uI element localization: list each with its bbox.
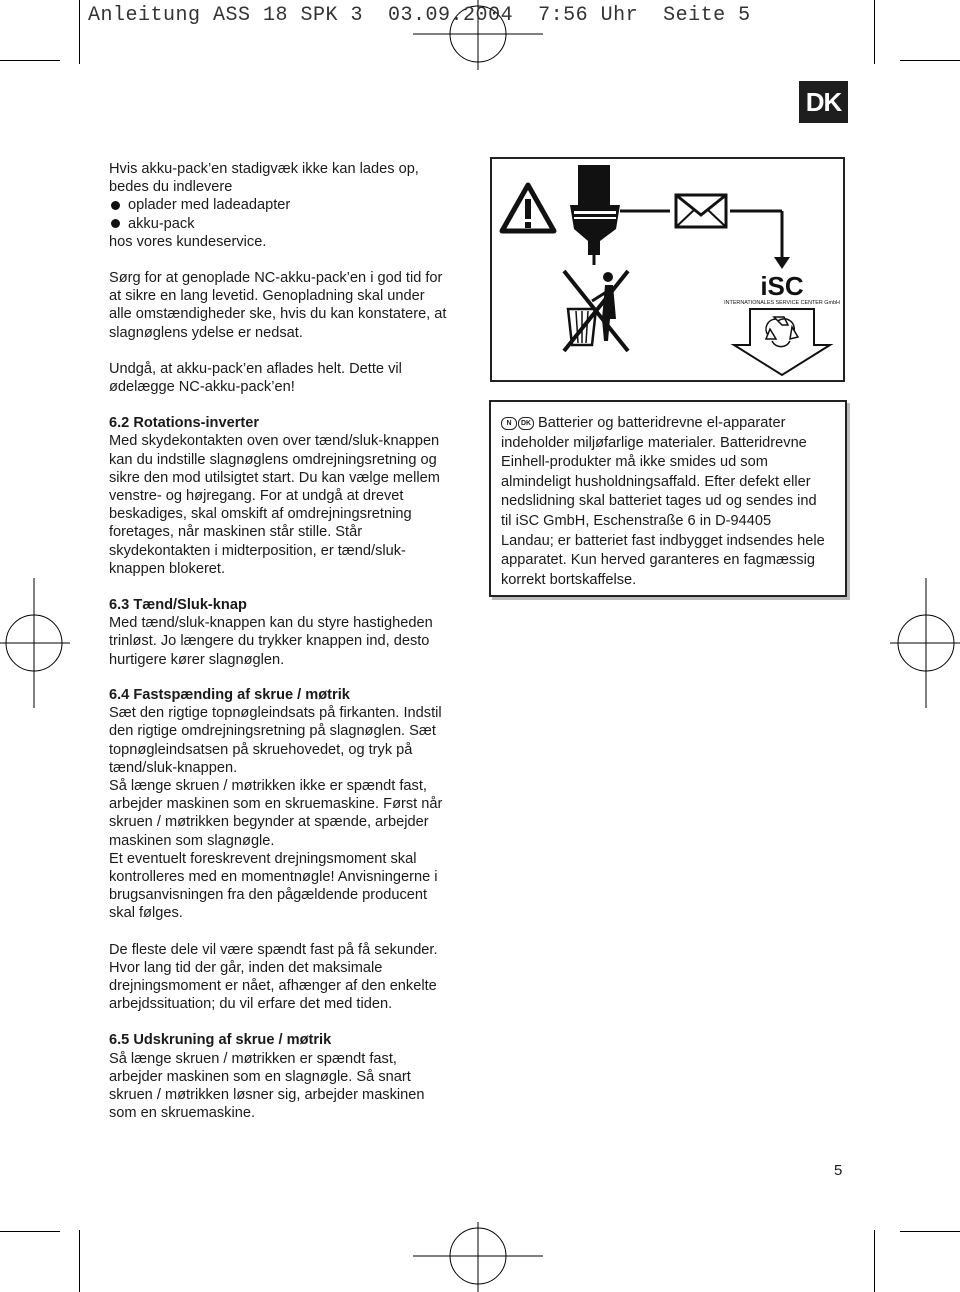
paragraph-line: trinløst. Jo længere du trykker knappen ind, desto xyxy=(109,633,430,650)
paragraph-line: Sæt den rigtige topnøgleindsats på firkanten. Indstil xyxy=(109,705,442,722)
isc-logo xyxy=(724,271,840,306)
paragraph-line: arbejdssituation; du vil erfare det med tiden. xyxy=(109,996,393,1013)
paragraph-line: hos vores kundeservice. xyxy=(109,233,267,250)
battery-pack-icon xyxy=(570,165,620,255)
paragraph-line: slagnøglens ydelse er nedsat. xyxy=(109,324,303,341)
paragraph-line: topnøgleindsatsen på skruehovedet, og tryk på xyxy=(109,741,413,758)
paragraph-line: bedes du indlevere xyxy=(109,179,233,196)
paragraph-line: almindeligt husholdningsaffald. Efter defekt eller xyxy=(501,473,811,490)
paragraph-line: Et eventuelt foreskrevent drejningsmoment skal xyxy=(109,850,417,867)
paragraph-line: Undgå, at akku-pack’en aflades helt. Dette vil xyxy=(109,360,402,377)
paragraph-line: foretages, når maskinen står stille. Står xyxy=(109,524,363,541)
warning-triangle-icon xyxy=(502,185,554,231)
registration-mark-bottom xyxy=(413,1222,543,1292)
paragraph-line: skruen / møtrikken løsner sig, arbejder maskinen xyxy=(109,1087,425,1104)
paragraph-line: maskinen som slagnøgle. xyxy=(109,832,275,849)
paragraph-line: sikre den mod utilsigtet start. Du kan vælge mellem xyxy=(109,469,440,486)
paragraph-line: nedslidning skal batteriet tages ud og sendes ind xyxy=(501,493,817,510)
paragraph-line: skruen / møtrikken begynder at spænde, arbejder xyxy=(109,814,429,831)
no-trash-bin-icon xyxy=(564,271,628,351)
paragraph-line: den rigtige omdrejningsretning på slagnøglen. Sæt xyxy=(109,723,436,740)
paragraph-line: beskadiges, skal omskift af omdrejningsretning xyxy=(109,506,412,523)
country-flag-n: N xyxy=(501,417,517,430)
list-item-text: akku-pack xyxy=(128,215,195,232)
paragraph-line: til iSC GmbH, Eschenstraße 6 in D-94405 xyxy=(501,512,772,529)
paragraph-line: De fleste dele vil være spændt fast på få sekunder. xyxy=(109,941,438,958)
paragraph-line: N DK Batterier og batteridrevne el-apparater xyxy=(501,414,835,434)
paragraph-line: som en skruemaskine. xyxy=(109,1105,255,1122)
section-heading: 6.4 Fastspænding af skrue / møtrik xyxy=(109,687,350,703)
arrow-head-icon xyxy=(774,257,790,269)
paragraph-line: drejningsmoment er nået, afhænger af den enkelte xyxy=(109,978,437,995)
list-item xyxy=(109,215,479,233)
paragraph-line: skal følges. xyxy=(109,905,183,922)
paragraph-line: at sikre en lang levetid. Genopladning skal under xyxy=(109,288,425,305)
paragraph-line: kan du indstille slagnøglens omdrejningsretning og xyxy=(109,451,437,468)
paragraph-line: Sørg for at genoplade NC-akku-pack’en i god tid for xyxy=(109,270,443,287)
language-badge: DK xyxy=(799,81,848,123)
disposal-figure xyxy=(490,157,845,382)
paragraph-line: alle omstændigheder ske, hvis du kan konstatere, at xyxy=(109,306,447,323)
country-flags xyxy=(501,417,534,430)
paragraph-line: apparatet. Kun herved garanteres en fagmæssig xyxy=(501,552,815,569)
left-column-top xyxy=(109,160,479,669)
isc-logo-subtext: INTERNATIONALES SERVICE CENTER GmbH xyxy=(724,300,840,306)
paragraph-line: knappen blokeret. xyxy=(109,560,226,577)
paragraph-line: Hvis akku-pack’en stadigvæk ikke kan lades op, xyxy=(109,161,419,177)
envelope-icon xyxy=(676,195,726,227)
paragraph-line: venstre- og højregang. For at undgå at drevet xyxy=(109,488,404,505)
registration-mark-left xyxy=(0,578,70,708)
section-heading: 6.5 Udskruning af skrue / møtrik xyxy=(109,1032,332,1049)
paragraph-line: skydekontakten i midterposition, er tænd/sluk- xyxy=(109,542,406,559)
section-heading: 6.3 Tænd/Sluk-knap xyxy=(109,597,247,614)
list-item-text: oplader med ladeadapter xyxy=(128,197,291,214)
bullet-icon xyxy=(111,201,120,210)
paragraph-line: korrekt bortskaffelse. xyxy=(501,571,637,588)
registration-mark-right xyxy=(890,578,960,708)
paragraph-line: Med skydekontakten oven over tænd/sluk-knappen xyxy=(109,433,440,450)
left-column-bottom xyxy=(109,686,479,1122)
battery-disposal-notice xyxy=(489,400,847,597)
recycle-arrow-icon xyxy=(734,309,830,375)
section-heading: 6.2 Rotations-inverter xyxy=(109,415,260,432)
isc-logo-text: iSC xyxy=(760,271,804,301)
bullet-icon xyxy=(111,219,120,228)
paragraph-line: brugsanvisningen fra den pågældende producent xyxy=(109,887,428,904)
paragraph-line: hurtigere kører slagnøglen. xyxy=(109,651,285,668)
print-slug-header: Anleitung ASS 18 SPK 3 03.09.2004 7:56 Uhr Seite 5 xyxy=(88,4,751,27)
paragraph-line: Så længe skruen / møtrikken ikke er spændt fast, xyxy=(109,778,427,795)
paragraph-line: kontrolleres med en momentnøgle! Anvisningerne i xyxy=(109,869,438,886)
paragraph-line: Einhell-produkter må ikke smides ud som xyxy=(501,454,768,471)
paragraph-line: indeholder miljøfarlige materialer. Batteridrevne xyxy=(501,434,807,451)
paragraph-line: arbejder maskinen som en slagnøgle. Så snart xyxy=(109,1068,411,1085)
paragraph-line: tænd/sluk-knappen. xyxy=(109,759,238,776)
paragraph-line: Så længe skruen / møtrikken er spændt fast, xyxy=(109,1050,397,1067)
paragraph-line: ødelægge NC-akku-pack’en! xyxy=(109,379,295,396)
paragraph-line: Hvor lang tid der går, inden det maksimale xyxy=(109,959,383,976)
paragraph-line: Landau; er batteriet fast indbygget indsendes hele xyxy=(501,532,825,549)
paragraph-line: arbejder maskinen som en skruemaskine. Først når xyxy=(109,796,443,813)
country-flag-dk: DK xyxy=(518,417,534,430)
page-number: 5 xyxy=(834,1162,843,1179)
list-item xyxy=(109,196,479,214)
paragraph-line: Med tænd/sluk-knappen kan du styre hastigheden xyxy=(109,615,433,632)
